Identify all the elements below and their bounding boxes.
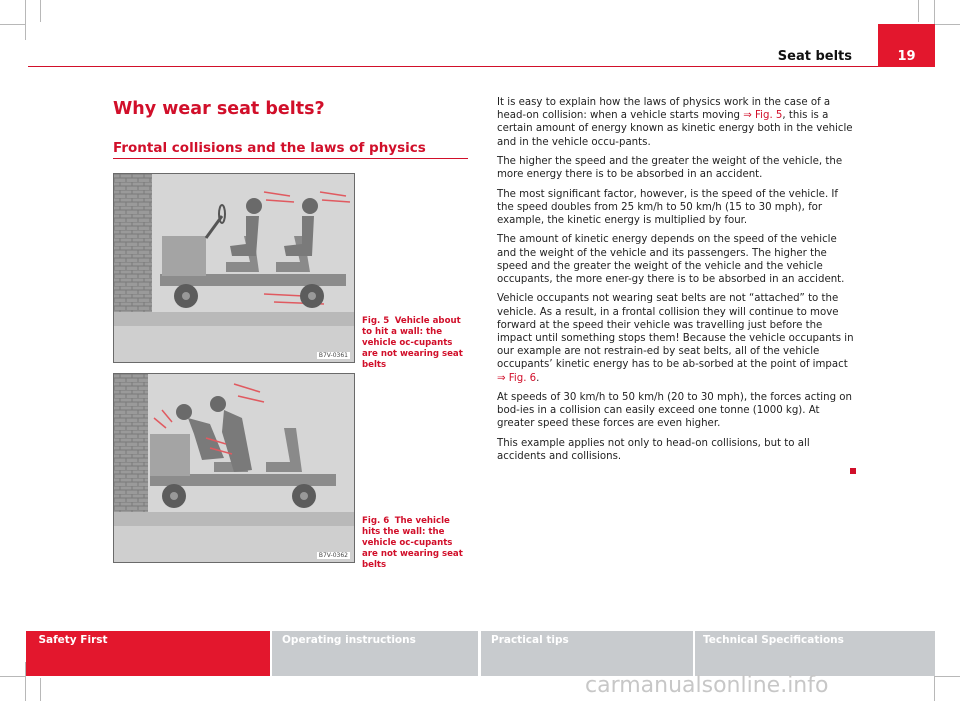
paragraph: This example applies not only to head-on collisions, but to all accidents and collisions.: [497, 437, 810, 462]
figure-5-label: Fig. 5: [362, 316, 390, 326]
crop-mark: [934, 24, 960, 25]
crop-mark: [40, 0, 41, 22]
paragraph: Vehicle occupants not wearing seat belts are not “attached” to the vehicle. As a result, in a frontal collision they will continue to move forward at the speed their vehicle was travelling just before the impact until something stops them! Because the vehicle occupants in our example are not restrain-ed by seat belts, all of the vehicle occupants’ kinetic energy has to be ab-sorbed at the point of impact ⇒ Fig. 6.: [497, 293, 854, 384]
paragraph: The amount of kinetic energy depends on the speed of the vehicle and the weight of the vehicle and its passengers. The higher the speed and the greater the weight of the vehicle and the vehicle occupants, the more ener-gy there is to be absorbed in an accident.: [497, 234, 845, 285]
nav-tab-operating-instructions[interactable]: Operating instructions: [272, 631, 478, 676]
crop-mark: [934, 676, 960, 677]
crop-mark: [0, 24, 26, 25]
body-text: [497, 96, 855, 469]
watermark: carmanualsonline.info: [585, 673, 829, 698]
paragraph: At speeds of 30 km/h to 50 km/h (20 to 30 mph), the forces acting on bod-ies in a collision can easily exceed one tonne (1000 kg). At greater speed these forces are even higher.: [497, 392, 852, 430]
end-marker: [850, 468, 856, 474]
crop-mark: [25, 0, 26, 40]
nav-tab-practical-tips[interactable]: Practical tips: [481, 631, 693, 676]
article-title: Why wear seat belts?: [113, 99, 325, 119]
paragraph: The most significant factor, however, is the speed of the vehicle. If the speed doubles from 25 km/h to 50 km/h (15 to 30 mph), for example, the kinetic energy is multiplied by four.: [497, 188, 839, 226]
figure-5-caption: [362, 316, 470, 371]
paragraph: It is easy to explain how the laws of physics work in the case of a head-on collision: when a vehicle starts moving ⇒ Fig. 5, this is a certain amount of energy known as kinetic energy both in the vehicle and in the vehicle occu-pants.: [497, 97, 853, 148]
figure-5-illustration: [113, 173, 355, 363]
nav-tab-safety-first[interactable]: Safety First: [26, 631, 270, 676]
section-title: Seat belts: [777, 49, 852, 64]
article-subtitle: Frontal collisions and the laws of physics: [113, 140, 426, 156]
figure-5-code: B7V-0361: [318, 352, 348, 359]
nav-tab-technical-specifications[interactable]: Technical Specifications: [695, 631, 935, 676]
crop-mark: [0, 676, 26, 677]
subtitle-rule: [113, 158, 468, 159]
figure-6-label: Fig. 6: [362, 516, 390, 526]
figure-6-code: B7V-0362: [318, 552, 348, 559]
figure-6-caption: [362, 516, 470, 571]
paragraph: The higher the speed and the greater the weight of the vehicle, the more energy there is to be absorbed in an accident.: [497, 156, 843, 181]
figure-5-caption-text: Vehicle about to hit a wall: the vehicle oc-cupants are not wearing seat belts: [362, 316, 463, 370]
crop-mark: [40, 678, 41, 701]
figure-6-illustration: [113, 373, 355, 563]
crop-mark: [918, 0, 919, 22]
figure-6-link[interactable]: ⇒ Fig. 6: [497, 372, 537, 384]
page-number: 19: [897, 49, 916, 64]
figure-6-caption-text: The vehicle hits the wall: the vehicle oc-cupants are not wearing seat belts: [362, 516, 463, 570]
figure-5-link[interactable]: ⇒ Fig. 5: [743, 110, 783, 122]
header-rule: [28, 66, 934, 67]
